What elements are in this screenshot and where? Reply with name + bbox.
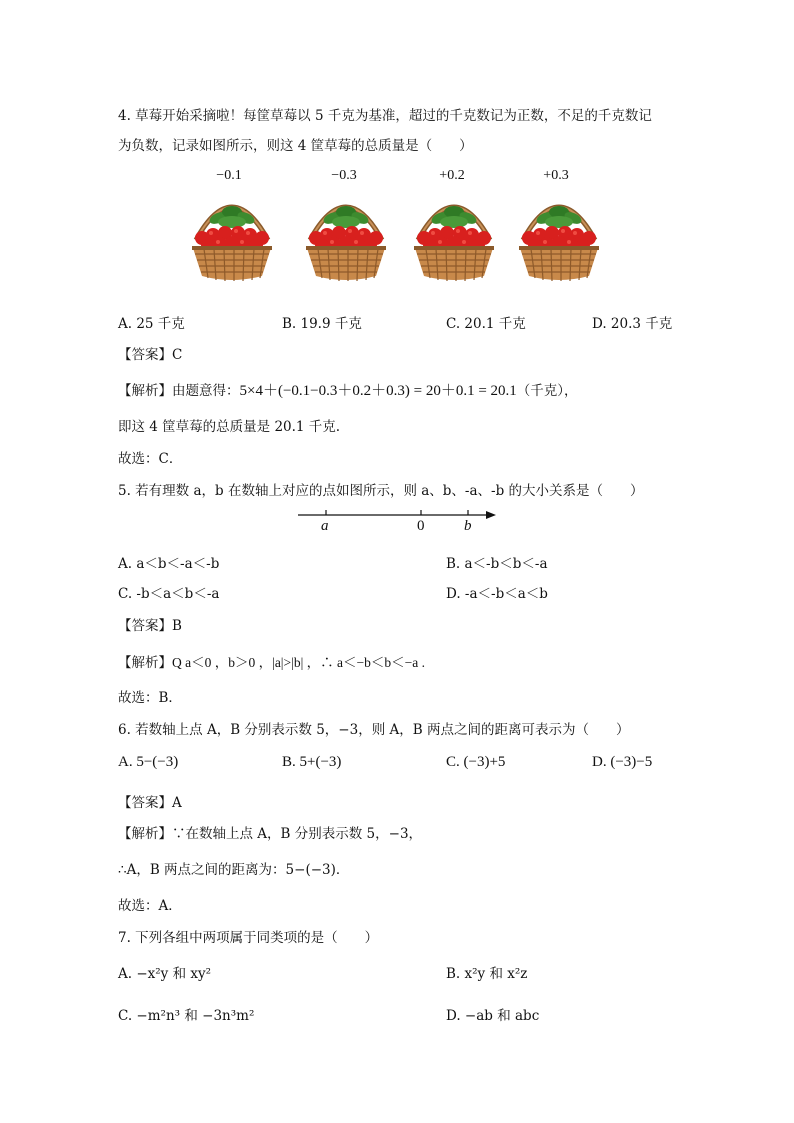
axis-label-a: a xyxy=(321,518,329,534)
q4-option-d: D. 20.3 千克 xyxy=(592,316,673,332)
q5-choice: 故选：B． xyxy=(118,690,182,706)
q7-option-b: B. x²y 和 x²z xyxy=(446,966,528,982)
explanation-intro: 由题意得： xyxy=(172,383,240,399)
explanation-formula: 5×4＋(−0.1−0.3＋0.2＋0.3) = 20＋0.1 = 20.1 xyxy=(239,383,517,399)
q6-option-c: C. (−3)+5 xyxy=(446,754,506,770)
explanation-label: 【解析】 xyxy=(118,655,172,671)
q4-option-a: A. 25 千克 xyxy=(118,316,185,332)
q6-answer: 【答案】A xyxy=(118,795,182,811)
q6-explanation xyxy=(118,822,422,842)
q4-option-c: C. 20.1 千克 xyxy=(446,316,526,332)
basket-label-1: −0.1 xyxy=(216,168,242,183)
axis-label-zero: 0 xyxy=(417,518,425,534)
q5-option-d: D. -a＜-b＜a＜b xyxy=(446,586,548,602)
strawberry-basket-1 xyxy=(188,192,276,284)
axis-label-b: b xyxy=(464,518,472,534)
q6-explanation-line2: ∴A，B 两点之间的距离为：5−(−3)． xyxy=(118,862,350,878)
basket-label-2: −0.3 xyxy=(331,168,357,183)
q6-option-d: D. (−3)−5 xyxy=(592,754,653,770)
q4-explanation xyxy=(118,379,578,400)
strawberry-basket-2 xyxy=(302,192,390,284)
q6-option-b: B. 5+(−3) xyxy=(282,754,342,770)
q5-option-c: C. -b＜a＜b＜-a xyxy=(118,586,220,602)
q6-option-a: A. 5−(−3) xyxy=(118,754,179,770)
q5-answer: 【答案】B xyxy=(118,618,182,634)
q7-option-a: A. −x²y 和 xy² xyxy=(118,966,212,982)
q7-stem: 7. 下列各组中两项属于同类项的是（ ） xyxy=(118,930,379,946)
q7-option-d: D. −ab 和 abc xyxy=(446,1008,540,1024)
q5-option-b: B. a＜-b＜b＜-a xyxy=(446,556,548,572)
q5-explanation xyxy=(118,651,425,671)
q6-stem: 6. 若数轴上点 A，B 分别表示数 5，−3，则 A，B 两点之间的距离可表示为（ ） xyxy=(118,722,630,738)
explanation-line1: ∵在数轴上点 A，B 分别表示数 5，−3， xyxy=(172,826,423,842)
explanation-text: Q a＜0 ，b＞0 ，|a|>|b| ，∴ a＜−b＜b＜−a . xyxy=(172,655,425,670)
q4-stem-line1: 4. 草莓开始采摘啦！每筐草莓以 5 千克为基准，超过的千克数记为正数，不足的千克数记 xyxy=(118,108,652,124)
q5-stem: 5. 若有理数 a，b 在数轴上对应的点如图所示，则 a、b、-a、-b 的大小关系是（ ） xyxy=(118,483,644,499)
q4-choice: 故选：C． xyxy=(118,451,183,467)
q4-explanation-line2: 即这 4 筐草莓的总质量是 20.1 千克. xyxy=(118,419,341,435)
strawberry-basket-3 xyxy=(410,192,498,284)
q4-option-b: B. 19.9 千克 xyxy=(282,316,362,332)
explanation-unit: （千克）， xyxy=(516,383,578,399)
basket-label-4: +0.3 xyxy=(543,168,569,183)
q7-option-c: C. −m²n³ 和 −3n³m² xyxy=(118,1008,255,1024)
q4-answer: 【答案】C xyxy=(118,347,183,363)
q5-option-a: A. a＜b＜-a＜-b xyxy=(118,556,220,572)
explanation-label: 【解析】 xyxy=(118,383,172,399)
q4-stem-line2: 为负数，记录如图所示，则这 4 筐草莓的总质量是（ ） xyxy=(118,138,473,154)
basket-label-3: +0.2 xyxy=(439,168,465,183)
q6-choice: 故选：A． xyxy=(118,898,182,914)
explanation-label: 【解析】 xyxy=(118,826,172,842)
strawberry-basket-4 xyxy=(515,192,603,284)
